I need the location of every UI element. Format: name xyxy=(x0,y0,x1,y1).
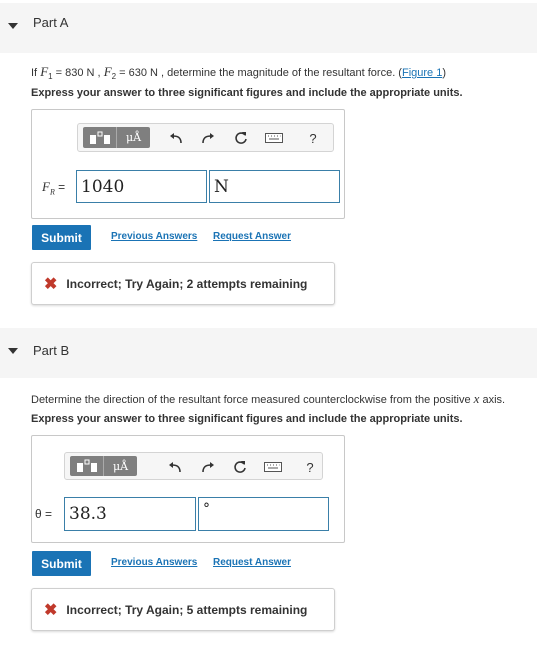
figure-1-link[interactable]: Figure 1 xyxy=(401,67,443,79)
part-a-header[interactable] xyxy=(0,3,537,53)
reset-icon[interactable] xyxy=(233,130,249,146)
part-b-units-input[interactable] xyxy=(198,497,329,531)
fraction-template-icon[interactable] xyxy=(70,456,103,476)
keyboard-icon[interactable] xyxy=(264,132,284,144)
part-a-feedback-message: Incorrect; Try Again; 2 attempts remaining xyxy=(66,276,308,291)
undo-icon[interactable] xyxy=(168,130,184,146)
part-b-header[interactable] xyxy=(0,328,537,378)
redo-icon[interactable] xyxy=(200,459,216,475)
help-icon[interactable]: ? xyxy=(306,459,314,475)
part-b-answer-box xyxy=(31,435,345,543)
part-a-instruction: Express your answer to three significant figures and include the appropriate units. xyxy=(31,87,463,99)
help-icon[interactable]: ? xyxy=(309,130,317,146)
part-a-answer-label: $F_R$ = xyxy=(42,179,66,197)
fraction-template-icon[interactable] xyxy=(83,127,116,148)
collapse-caret-icon xyxy=(8,23,18,29)
part-a-units-input[interactable]: N xyxy=(209,170,340,203)
incorrect-x-icon: ✖ xyxy=(44,601,58,619)
reset-icon[interactable] xyxy=(232,459,248,475)
part-a-title: Part A xyxy=(33,15,69,30)
part-a-previous-answers-link[interactable]: Previous Answers xyxy=(111,231,198,242)
collapse-caret-icon xyxy=(8,348,18,354)
part-a-math-toolbar xyxy=(77,123,334,152)
part-b-question: Determine the direction of the resultant force measured counterclockwise from the positive x axis. xyxy=(31,391,506,406)
part-b-instruction: Express your answer to three significant figures and include the appropriate units. xyxy=(31,413,463,425)
units-button[interactable]: μÅ xyxy=(116,127,150,148)
part-a-answer-box xyxy=(31,109,345,219)
templates-button[interactable] xyxy=(70,456,137,476)
undo-icon[interactable] xyxy=(167,459,183,475)
part-b-answer-label: θ = xyxy=(35,507,53,521)
part-a-submit-button[interactable]: Submit xyxy=(32,225,91,250)
units-button[interactable]: μÅ xyxy=(103,456,137,476)
part-a-request-answer-link[interactable]: Request Answer xyxy=(213,231,291,242)
keyboard-icon[interactable] xyxy=(263,461,283,473)
part-b-math-toolbar xyxy=(64,452,323,480)
part-b-title: Part B xyxy=(33,343,70,358)
part-b-request-answer-link[interactable]: Request Answer xyxy=(213,557,291,568)
part-b-feedback xyxy=(31,588,335,631)
degree-symbol: ° xyxy=(203,501,210,517)
part-b-submit-button[interactable]: Submit xyxy=(32,551,91,576)
incorrect-x-icon: ✖ xyxy=(44,275,58,293)
part-b-previous-answers-link[interactable]: Previous Answers xyxy=(111,557,198,568)
part-a-value-input[interactable]: 1040 xyxy=(76,170,207,203)
part-b-feedback-message: Incorrect; Try Again; 5 attempts remaining xyxy=(66,602,308,617)
redo-icon[interactable] xyxy=(200,130,216,146)
part-a-question: If $F_1 = 830$ N , $F_2 = 630$ N , determine the magnitude of the resultant force. (Figure 1) xyxy=(31,64,446,82)
templates-button[interactable] xyxy=(83,127,150,148)
part-b-value-input[interactable]: 38.3 xyxy=(64,497,196,531)
part-a-feedback xyxy=(31,262,335,305)
